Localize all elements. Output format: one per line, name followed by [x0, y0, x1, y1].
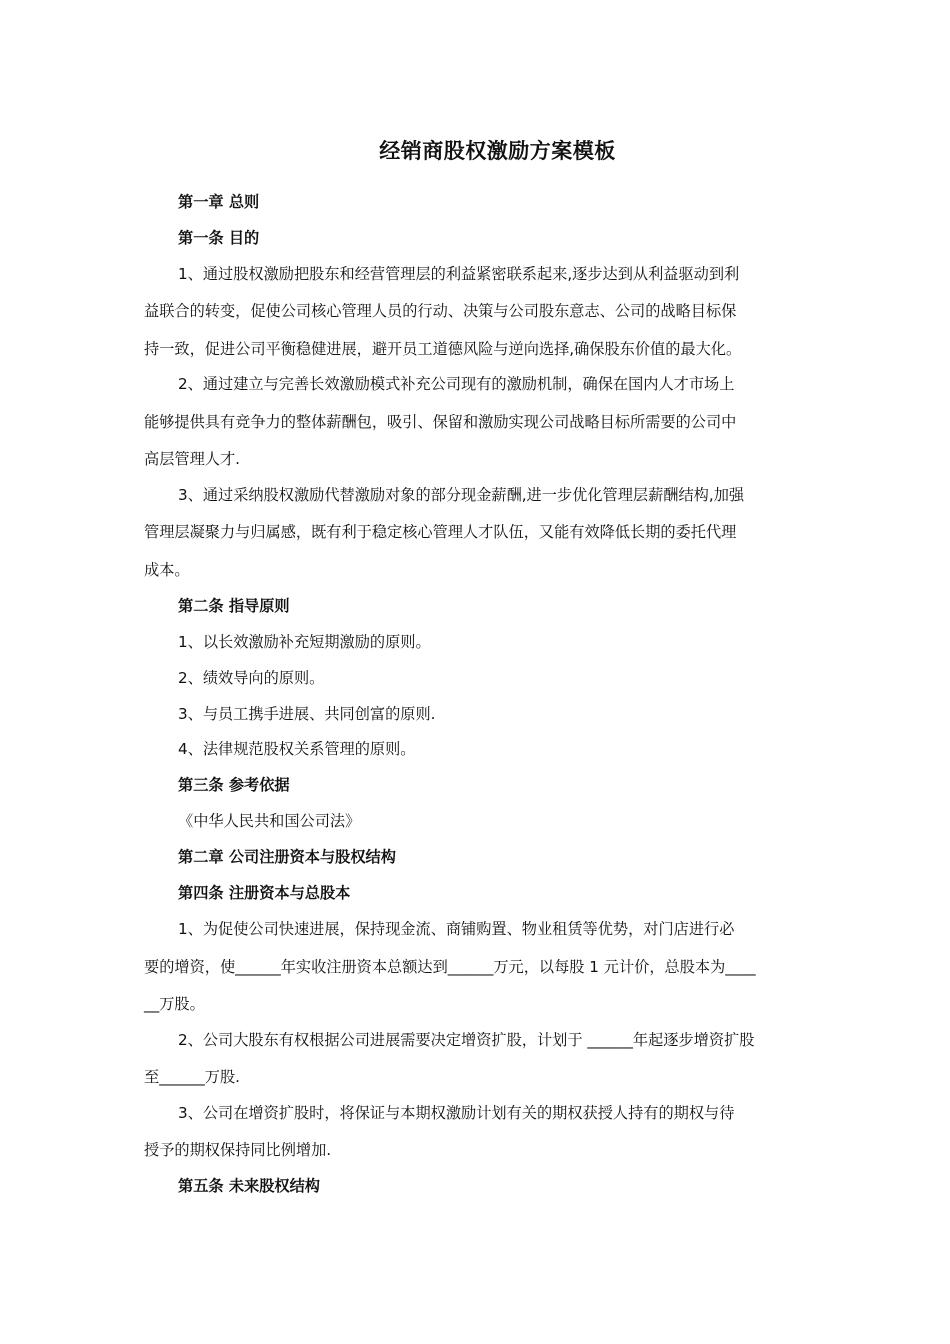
- article-4-para-3-line-1: 3、公司在增资扩股时，将保证与本期权激励计划有关的期权获授人持有的期权与待: [178, 1104, 735, 1122]
- article-1-heading: 第一条 目的: [178, 229, 260, 247]
- document-title: 经销商股权激励方案模板: [379, 139, 616, 163]
- article-4-para-1-line-3: __万股。: [144, 995, 205, 1013]
- article-1-para-2-line-1: 2、通过建立与完善长效激励模式补充公司现有的激励机制，确保在国内人才市场上: [178, 375, 735, 393]
- article-1-para-2-line-2: 能够提供具有竞争力的整体薪酬包，吸引、保留和激励实现公司战略目标所需要的公司中: [144, 413, 737, 431]
- article-2-item: 2、绩效导向的原则。: [178, 669, 325, 687]
- article-1-para-1-line-2: 益联合的转变，促使公司核心管理人员的行动、决策与公司股东意志、公司的战略目标保: [144, 302, 737, 320]
- article-2-item: 1、以长效激励补充短期激励的原则。: [178, 633, 431, 651]
- article-4-para-3-line-2: 授予的期权保持同比例增加.: [144, 1141, 332, 1159]
- article-2-heading: 第二条 指导原则: [178, 597, 290, 615]
- article-4-heading: 第四条 注册资本与总股本: [178, 884, 351, 902]
- chapter-2-heading: 第二章 公司注册资本与股权结构: [178, 848, 396, 866]
- article-1-para-1-line-1: 1、通过股权激励把股东和经营管理层的利益紧密联系起来,逐步达到从利益驱动到利: [178, 265, 740, 283]
- article-3-text: 《中华人民共和国公司法》: [178, 812, 361, 830]
- article-2-item: 4、法律规范股权关系管理的原则。: [178, 740, 416, 758]
- article-1-para-2-line-3: 高层管理人才.: [144, 450, 240, 468]
- article-3-heading: 第三条 参考依据: [178, 776, 290, 794]
- article-4-para-1-line-1: 1、为促使公司快速进展，保持现金流、商铺购置、物业租赁等优势，对门店进行必: [178, 920, 735, 938]
- chapter-1-heading: 第一章 总则: [178, 193, 260, 211]
- article-1-para-3-line-3: 成本。: [144, 561, 190, 579]
- article-1-para-1-line-3: 持一致，促进公司平衡稳健进展，避开员工道德风险与逆向选择,确保股东价值的最大化。: [144, 340, 742, 358]
- article-2-item: 3、与员工携手进展、共同创富的原则.: [178, 705, 436, 723]
- article-5-heading: 第五条 未来股权结构: [178, 1177, 320, 1195]
- article-1-para-3-line-2: 管理层凝聚力与归属感，既有利于稳定核心管理人才队伍，又能有效降低长期的委托代理: [144, 523, 737, 541]
- article-4-para-1-line-2: 要的增资，使______年实收注册资本总额达到______万元，以每股 1 元计价，总股本为____: [144, 958, 756, 976]
- article-4-para-2-line-2: 至______万股.: [144, 1068, 240, 1086]
- article-4-para-2-line-1: 2、公司大股东有权根据公司进展需要决定增资扩股，计划于 ______年起逐步增资扩股: [178, 1031, 755, 1049]
- article-1-para-3-line-1: 3、通过采纳股权激励代替激励对象的部分现金薪酬,进一步优化管理层薪酬结构,加强: [178, 486, 745, 504]
